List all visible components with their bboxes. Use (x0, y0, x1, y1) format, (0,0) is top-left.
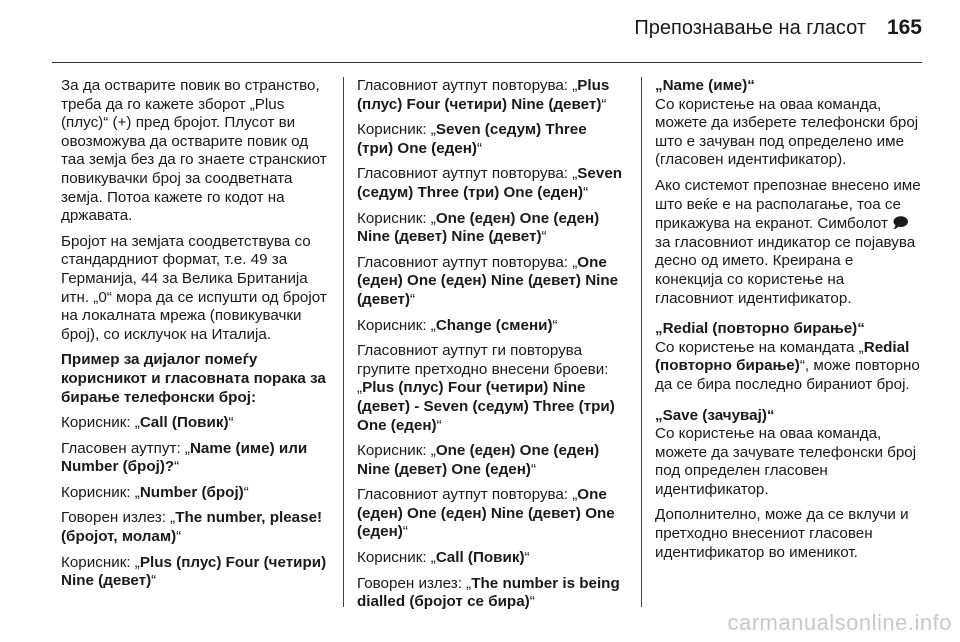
dialog-line: Корисник: „One (еден) One (еден) Nine (девет) One (еден)“ (357, 442, 600, 478)
header-divider (52, 62, 922, 63)
paragraph-save-additional: Дополнително, може да се вклучи и претходно внесениот гласовен идентификатор во именикот. (655, 506, 909, 561)
paragraph-country-code: Бројот на земјата соодветствува со стандардниот формат, т.е. 49 за Германија, 44 за Велика Британија итн. „0“ мора да се испушти од бројот на локалната мрежа (повикувачки број), со исклучок на Италија. (61, 232, 327, 343)
dialog-line: Корисник: „Call (Повик)“ (61, 414, 234, 432)
paragraph-name-recognized: Ако системот препознае внесено име што веќе е на располагање, тоа се прикажува на екранот. Симболот 🗩 за гласовниот индикатор се појавува десно од името. Креирана е конекција со користење на гласовниот идентификатор. (655, 176, 921, 307)
dialog-line: Говорен излез: „The number is being dialled (бројот се бира)“ (357, 574, 620, 611)
dialog-line: Гласовниот аутпут ги повторува групите претходно внесени броеви: „Plus (плус) Four (четири) Nine (девет) - Seven (седум) Three (три) One (еден)“ (357, 342, 615, 434)
column-3 (655, 77, 925, 569)
dialog-line: Гласовниот аутпут повторува: „Plus (плус) Four (четири) Nine (девет)“ (357, 77, 610, 113)
dialog-line: Гласовниот аутпут повторува: „One (еден) One (еден) Nine (девет) One (еден)“ (357, 486, 615, 541)
dialog-example-heading: Пример за дијалог помеѓу корисникот и гласовната порака за бирање телефонски број: (61, 351, 326, 406)
watermark: carmanualsonline.info (727, 610, 952, 635)
dialog-line: Гласовен аутпут: „Name (име) или Number (број)?“ (61, 439, 308, 476)
dialog-line: Говорен излез: „The number, please! (бројот, молам)“ (61, 509, 323, 546)
command-heading-name: „Name (име)“ Со користење на оваа команда, можете да изберете телефонски број што е зачуван под определено име (гласовен идентификатор). (655, 77, 919, 169)
command-heading-redial: „Redial (повторно бирање)“ Со користење на командата „Redial (повторно бирање)“, може повторно да се бира последно бираниот број. (655, 320, 920, 393)
column-1 (61, 77, 331, 598)
command-heading-save: „Save (зачувај)“ Со користење на оваа команда, можете да зачувате телефонски број под определен гласовен идентификатор. (655, 406, 917, 498)
page-title: Препознавање на гласот (634, 17, 866, 39)
dialog-line: Корисник: „Change (смени)“ (357, 316, 558, 334)
column-divider-2 (641, 77, 642, 607)
page-number: 165 (886, 16, 922, 39)
page-header (0, 0, 960, 62)
paragraph-international-call: За да остварите повик во странство, треба да го кажете зборот „Plus (плус)“ (+) пред бројот. Плусот ви овозможува да остварите повик од таа земја без да го знаете странскиот повикувачки број за соодветната земја. Потоа кажете го кодот на државата. (61, 77, 327, 225)
dialog-line: Корисник: „Seven (седум) Three (три) One (еден)“ (357, 121, 587, 157)
dialog-line: Гласовниот аутпут повторува: „Seven (седум) Three (три) One (еден)“ (357, 165, 623, 201)
dialog-line: Корисник: „Call (Повик)“ (357, 549, 530, 567)
dialog-line: Корисник: „Number (број)“ (61, 483, 249, 501)
column-2 (357, 77, 627, 619)
column-divider-1 (343, 77, 344, 607)
dialog-line: Гласовниот аутпут повторува: „One (еден) One (еден) Nine (девет) Nine (девет)“ (357, 253, 619, 308)
dialog-line: Корисник: „Plus (плус) Four (четири) Nine (девет)“ (61, 553, 327, 590)
dialog-line: Корисник: „One (еден) One (еден) Nine (девет) Nine (девет)“ (357, 209, 600, 246)
voice-tag-icon: 🗩 (892, 214, 910, 233)
